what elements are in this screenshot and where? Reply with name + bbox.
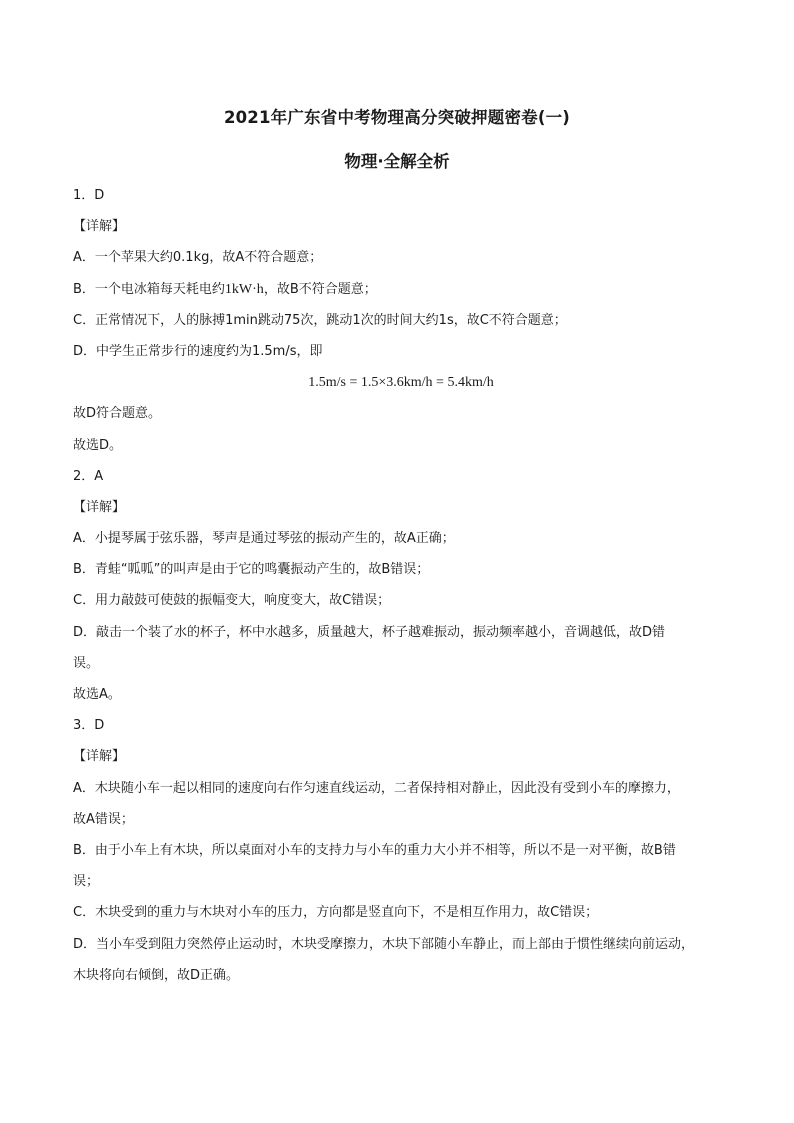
q3-option-b-line2: 误； — [73, 874, 100, 890]
document-title: 2021年广东省中考物理高分突破押题密卷(一) — [223, 108, 571, 127]
q2-answer: 2．A — [73, 468, 104, 484]
answer-content — [73, 186, 729, 997]
q3-option-a-line1: A．木块随小车一起以相同的速度向右作匀速直线运动，二者保持相对静止，因此没有受到小车的摩擦力， — [73, 780, 680, 796]
q1-detail-heading: 【详解】 — [73, 219, 126, 235]
q1-option-d: D．中学生正常步行的速度约为1.5m/s，即 — [73, 343, 323, 359]
q3-answer: 3．D — [73, 718, 105, 734]
q1-option-b — [73, 280, 729, 300]
q1-answer: 1．D — [73, 188, 105, 203]
q3-option-b-line1: B．由于小车上有木块，所以桌面对小车的支持力与小车的重力大小并不相等，所以不是一对平衡，故B错 — [73, 842, 676, 858]
q2-option-d-line2: 误。 — [73, 655, 100, 671]
q1-option-a: A．一个苹果大约0.1kg，故A不符合题意； — [73, 250, 323, 266]
q1-conclusion: 故D符合题意。 — [73, 406, 162, 422]
q1-option-b-pre: B．一个电冰箱每天耗电约 — [73, 281, 225, 297]
q1-option-c: C．正常情况下，人的脉搏1min跳动75次，跳动1次的时间大约1s，故C不符合题意； — [73, 312, 567, 328]
q1-choose: 故选D。 — [73, 437, 123, 453]
q3-detail-heading: 【详解】 — [73, 749, 126, 765]
q3-option-d-line2: 木块将向右倾倒，故D正确。 — [73, 967, 240, 983]
q2-option-b: B．青蛙“呱呱”的叫声是由于它的鸣囊振动产生的，故B错误； — [73, 562, 430, 578]
q1-option-b-post: ，故B不符合题意； — [263, 281, 377, 297]
q3-option-d-line1: D．当小车受到阻力突然停止运动时，木块受摩擦力，木块下部随小车静止，而上部由于惯性继续向前运动， — [73, 936, 695, 952]
q1-formula: 1.5m/s = 1.5×3.6km/h = 5.4km/h — [308, 375, 494, 391]
q2-option-a: A．小提琴属于弦乐器，琴声是通过琴弦的振动产生的，故A正确； — [73, 531, 455, 547]
q1-option-b-unit: 1kW·h — [224, 281, 264, 297]
q2-option-d-line1: D．敲击一个装了水的杯子，杯中水越多，质量越大，杯子越难振动，振动频率越小，音调越低，故D错 — [73, 624, 666, 640]
q2-detail-heading: 【详解】 — [73, 499, 126, 515]
document-subtitle: 物理·全解全析 — [344, 152, 450, 171]
q2-option-c: C．用力敲鼓可使鼓的振幅变大，响度变大，故C错误； — [73, 593, 391, 609]
q2-choose: 故选A。 — [73, 687, 121, 702]
q3-option-c: C．木块受到的重力与木块对小车的压力，方向都是竖直向下，不是相互作用力，故C错误； — [73, 905, 599, 921]
q3-option-a-line2: 故A错误； — [73, 811, 134, 827]
